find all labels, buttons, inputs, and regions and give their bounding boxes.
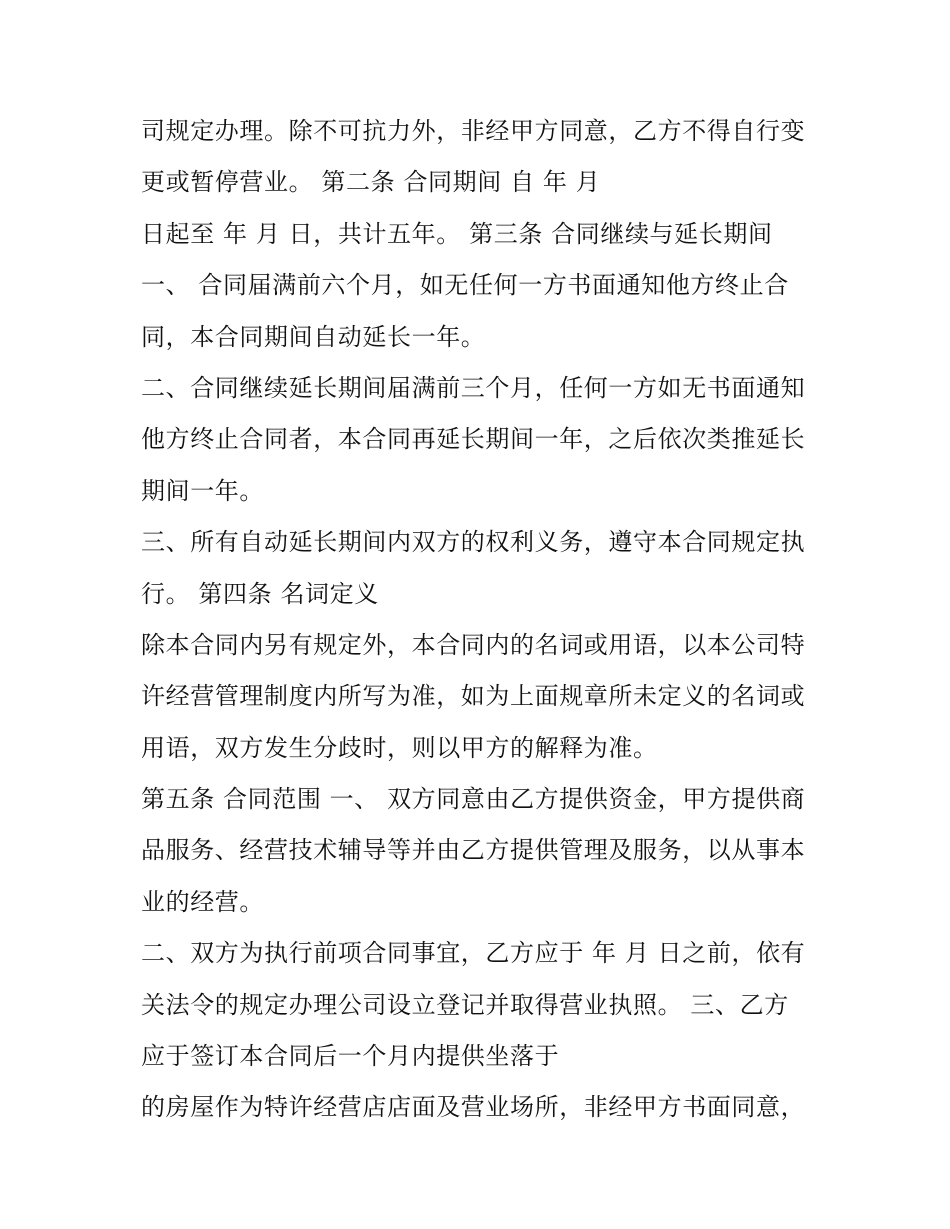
text-line: 应于签订本合同后一个月内提供坐落于: [141, 1042, 560, 1071]
text-line: 用语，双方发生分歧时，则以甲方的解释为准。: [141, 733, 658, 762]
text-line: 品服务、经营技术辅导等并由乙方提供管理及服务，以从事本: [141, 836, 806, 865]
text-line: 日起至 年 月 日，共计五年。 第三条 合同继续与延长期间: [141, 219, 773, 248]
text-line: 一、 合同届满前六个月，如无任何一方书面通知他方终止合: [141, 271, 789, 300]
text-line: 同，本合同期间自动延长一年。: [141, 322, 486, 351]
text-line: 第五条 合同范围 一、 双方同意由乙方提供资金，甲方提供商: [141, 785, 806, 814]
text-line: 许经营管理制度内所写为准，如为上面规章所未定义的名词或: [141, 682, 806, 711]
text-line: 司规定办理。除不可抗力外，非经甲方同意，乙方不得自行变: [141, 117, 806, 145]
text-line: 行。 第四条 名词定义: [141, 579, 379, 608]
text-line: 期间一年。: [141, 476, 264, 505]
text-line: 二、合同继续延长期间届满前三个月，任何一方如无书面通知: [141, 373, 806, 402]
contract-text: [141, 106, 831, 1134]
text-line: 更或暂停营业。 第二条 合同期间 自 年 月: [141, 168, 601, 197]
text-line: 的房屋作为特许经营店店面及营业场所，非经甲方书面同意，: [141, 1093, 806, 1122]
text-line: 关法令的规定办理公司设立登记并取得营业执照。 三、乙方: [141, 990, 789, 1019]
text-line: 三、所有自动延长期间内双方的权利义务，遵守本合同规定执: [141, 528, 806, 557]
text-line: 他方终止合同者，本合同再延长期间一年，之后依次类推延长: [141, 425, 806, 454]
text-line: 业的经营。: [141, 887, 264, 916]
text-line: 二、双方为执行前项合同事宜，乙方应于 年 月 日之前，依有: [141, 939, 806, 968]
text-line: 除本合同内另有规定外，本合同内的名词或用语，以本公司特: [141, 630, 806, 659]
